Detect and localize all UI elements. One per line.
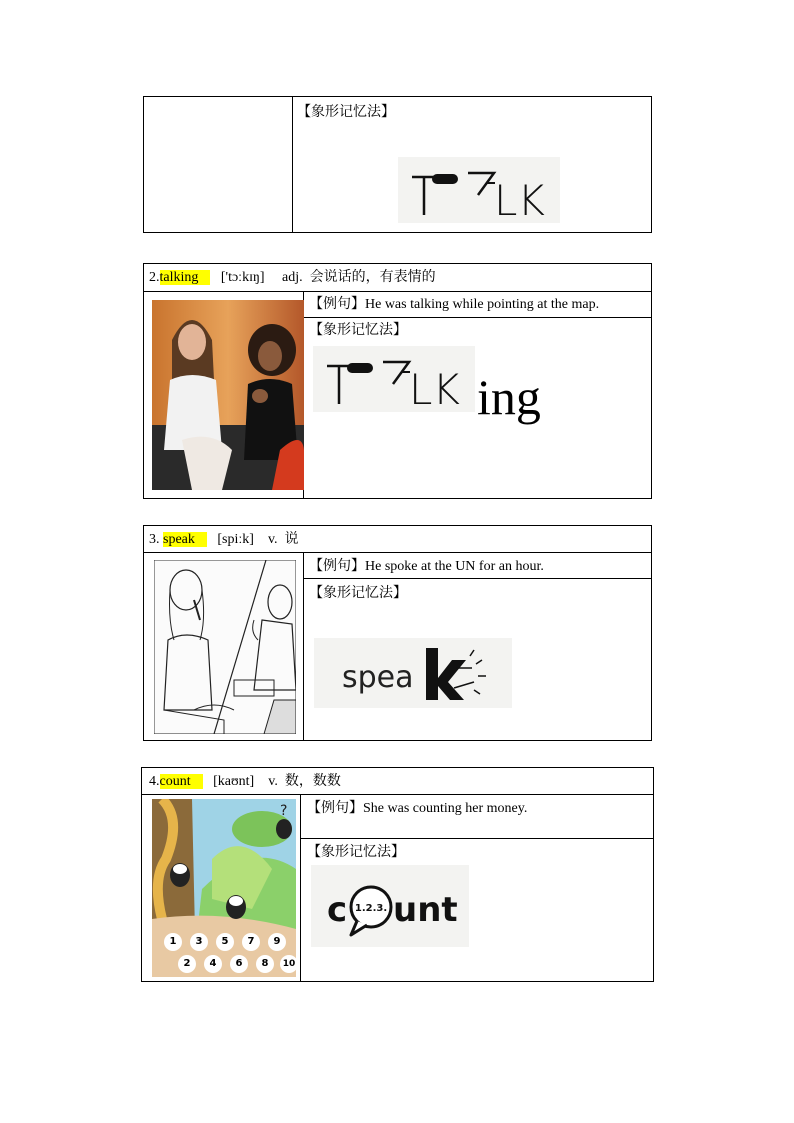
number-badge: 1 (164, 933, 182, 951)
count-logo-graphic (311, 865, 469, 947)
method-label: 【象形记忆法】 (309, 322, 407, 338)
example-sentence: He spoke at the UN for an hour. (365, 559, 544, 574)
word-header (149, 772, 341, 791)
header-divider (144, 552, 651, 553)
sketch-two-people-on-phone (154, 560, 296, 734)
meaning: 数，数数 (284, 773, 341, 789)
cartoon-counting-numbers (152, 799, 296, 977)
count-logo (311, 865, 469, 947)
word-number: 4. (149, 774, 160, 789)
example-label: 【例句】 (307, 800, 363, 816)
part-of-speech: adj. (282, 270, 303, 285)
word-number: 2. (149, 270, 160, 285)
card-talking (143, 263, 652, 499)
column-divider (292, 97, 293, 232)
number-badge: 7 (242, 933, 260, 951)
phonetic: [spiːk] (217, 532, 254, 547)
svg-text:LK: LK (494, 176, 545, 223)
column-divider (300, 794, 301, 981)
number-badge: 3 (190, 933, 208, 951)
speak-logo (314, 638, 512, 708)
number-badge: 9 (268, 933, 286, 951)
vocab-word: talking (160, 270, 211, 285)
number-badge: 2 (178, 955, 196, 973)
word-number: 3. (149, 532, 163, 547)
card-speak (143, 525, 652, 741)
method-label: 【象形记忆法】 (297, 104, 395, 120)
example-divider (303, 578, 651, 579)
suffix-ing: ing (477, 369, 541, 425)
number-badge: 8 (256, 955, 274, 973)
example-row (309, 295, 599, 314)
part-of-speech: v. (267, 532, 278, 547)
header-divider (144, 291, 651, 292)
svg-text:LK: LK (409, 365, 460, 412)
method-label: 【象形记忆法】 (309, 585, 407, 601)
example-row (309, 557, 544, 576)
svg-text:c: c (327, 890, 348, 930)
word-header (149, 268, 436, 287)
svg-text:unt: unt (393, 890, 458, 930)
number-badge: 10 (280, 955, 296, 973)
talk-logo (398, 157, 560, 223)
meaning: 说 (284, 531, 299, 547)
svg-text:spea: spea (342, 660, 414, 695)
photo-two-women-talking (152, 300, 304, 490)
method-label: 【象形记忆法】 (307, 844, 405, 860)
card-count (141, 767, 654, 982)
talk-logo (313, 346, 475, 412)
example-divider (303, 317, 651, 318)
speak-logo-graphic (314, 638, 512, 708)
meaning: 会说话的，有表情的 (309, 269, 436, 285)
example-row (307, 799, 527, 818)
number-badge: 6 (230, 955, 248, 973)
card-talk-continued (143, 96, 652, 233)
example-sentence: He was talking while pointing at the map. (365, 297, 600, 312)
phonetic: [kaʊnt] (213, 774, 255, 789)
svg-text:1.2.3.: 1.2.3. (354, 903, 388, 914)
word-header (149, 530, 299, 549)
example-sentence: She was counting her money. (363, 801, 528, 816)
column-divider (303, 552, 304, 740)
part-of-speech: v. (268, 774, 278, 789)
vocab-word: speak (163, 532, 207, 547)
phonetic: ['tɔːkɪŋ] (220, 270, 265, 285)
example-label: 【例句】 (309, 558, 365, 574)
number-badge: 4 (204, 955, 222, 973)
number-badge: 5 (216, 933, 234, 951)
number-badges (160, 931, 296, 977)
example-label: 【例句】 (309, 296, 365, 312)
header-divider (142, 794, 653, 795)
talk-logo-graphic (398, 157, 560, 223)
talk-logo-graphic (313, 346, 475, 412)
vocab-word: count (160, 774, 203, 789)
example-divider (300, 838, 653, 839)
svg-text:?: ? (280, 803, 288, 819)
